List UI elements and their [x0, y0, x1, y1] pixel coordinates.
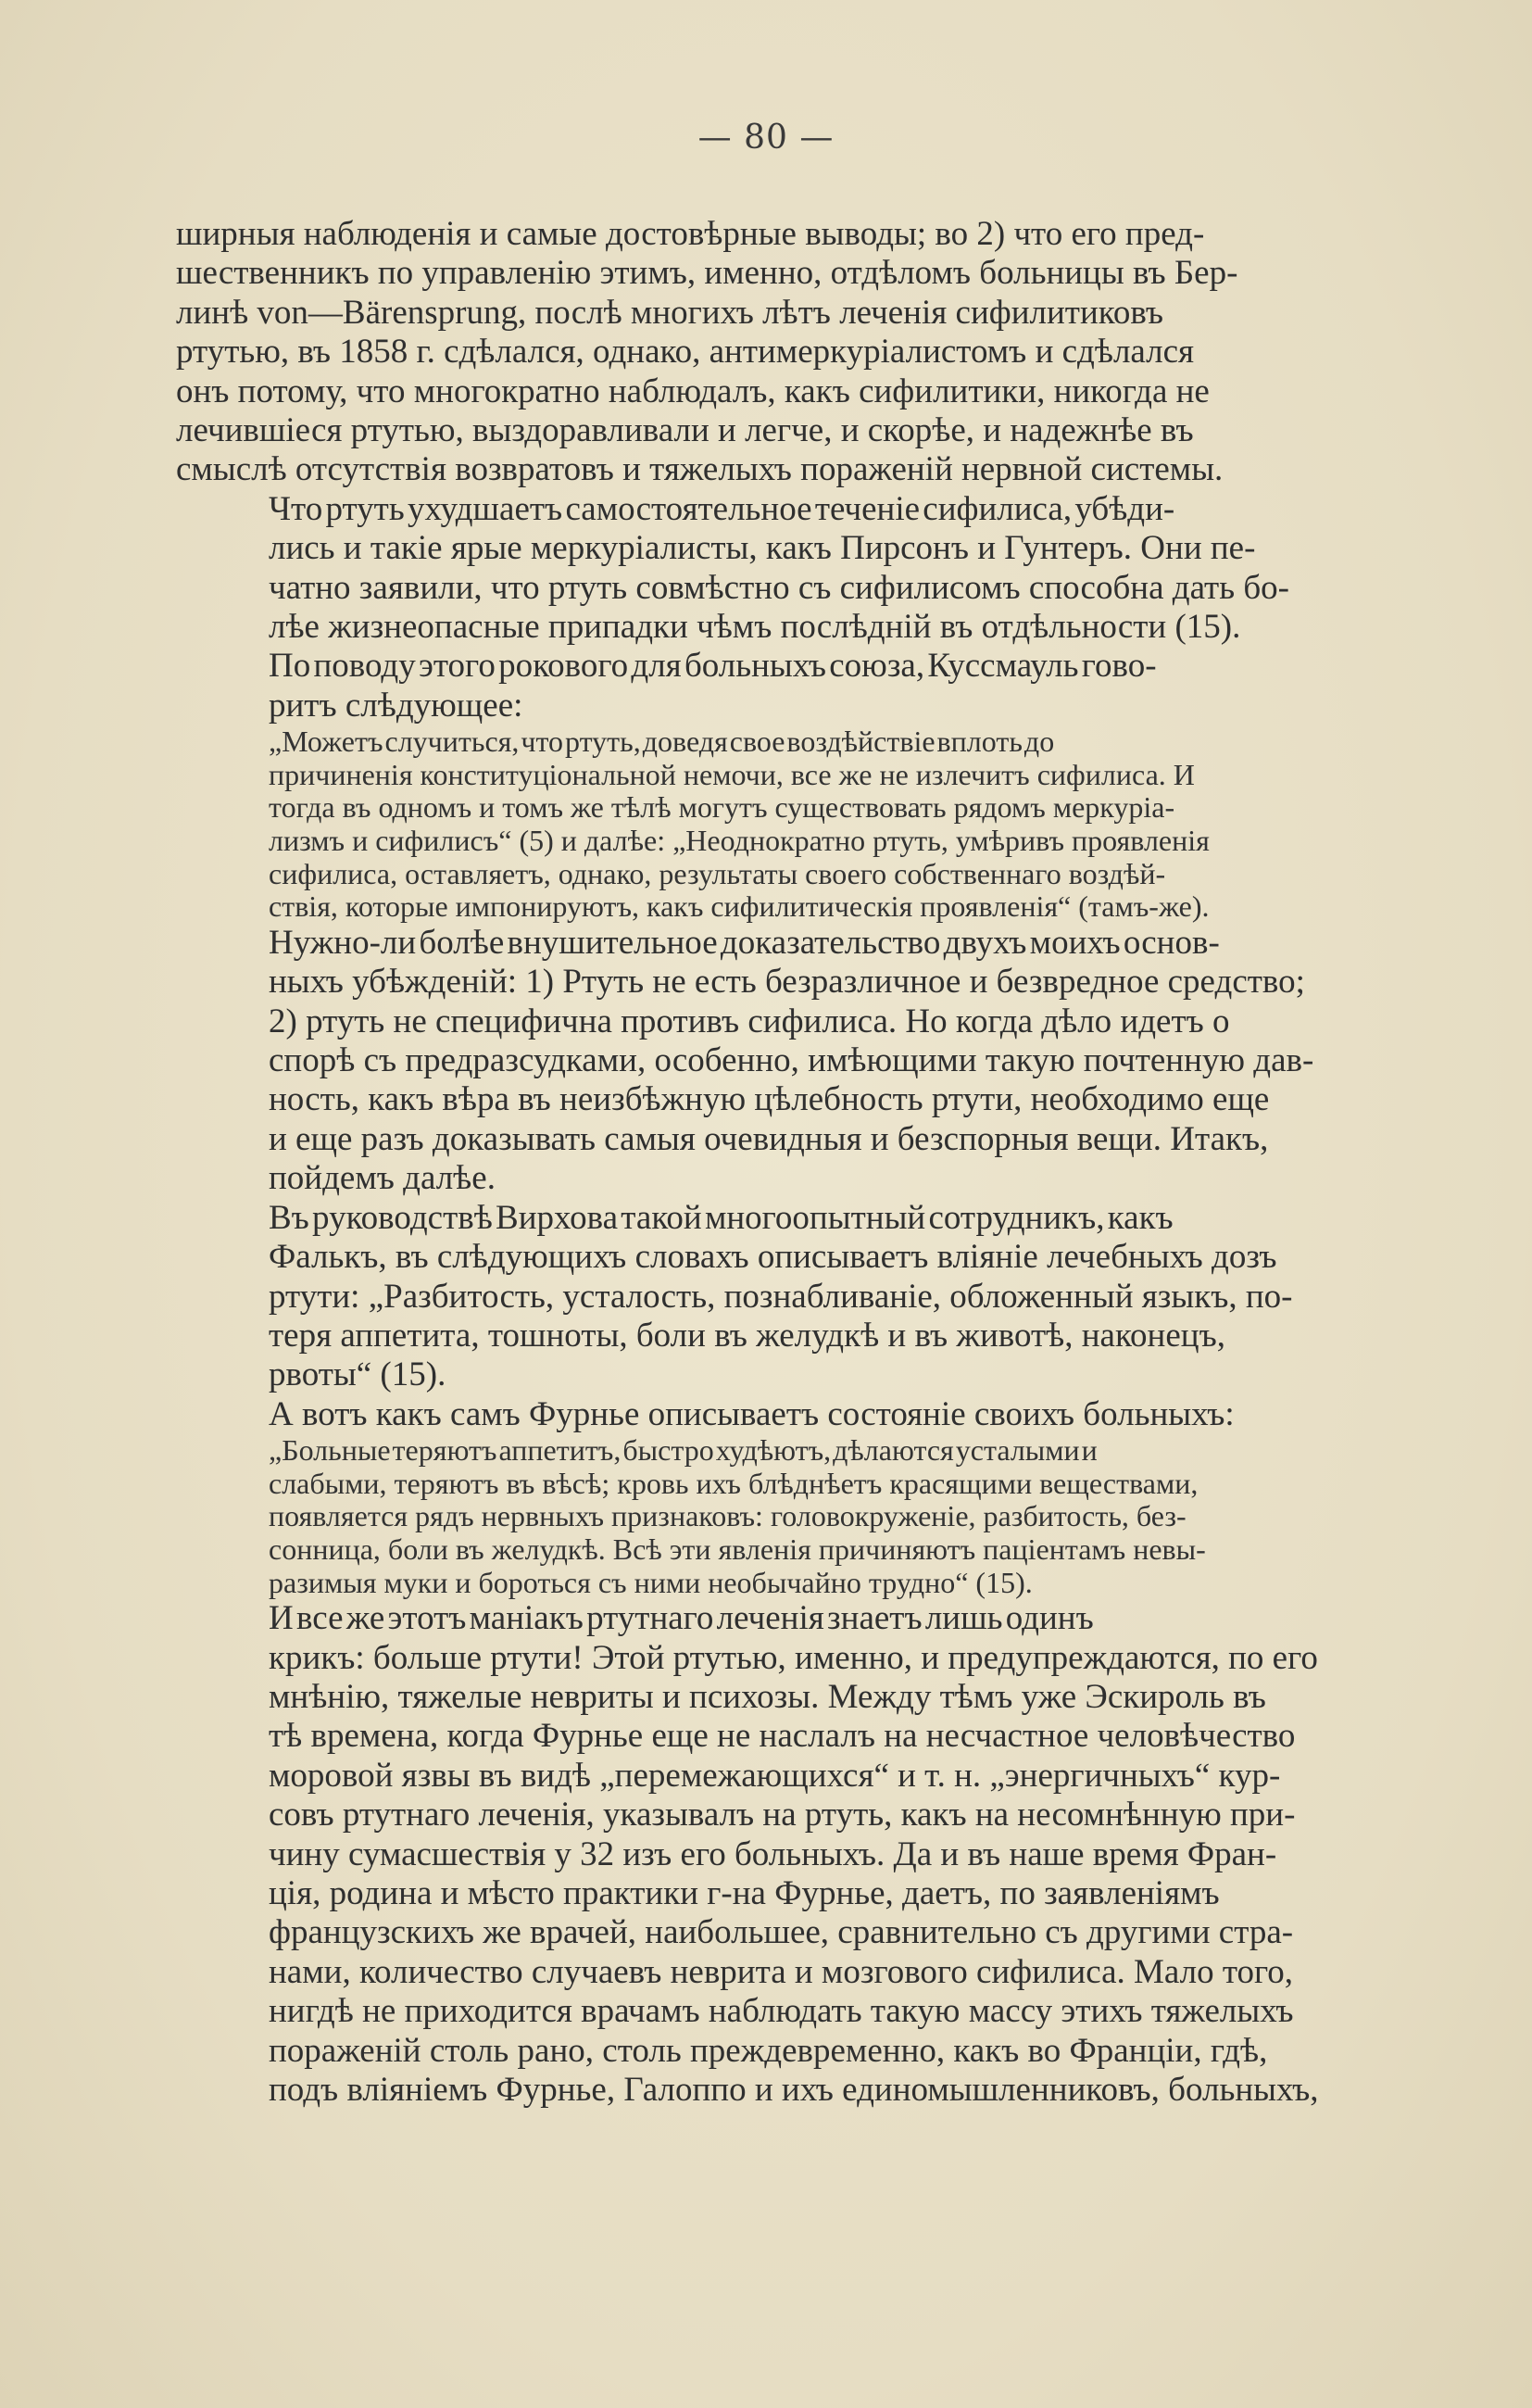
text-line: теря аппетита, тошноты, боли въ желудкѣ и въ животѣ, наконецъ, — [269, 1316, 1225, 1355]
text-line: По поводу этого рокового для больныхъ союза, Куссмауль гово- — [269, 647, 1157, 686]
text-line: ныхъ убѣжденій: 1) Ртуть не есть безразличное и безвредное средство; — [269, 963, 1305, 1002]
text-line: шественникъ по управленію этимъ, именно, отдѣломъ больницы въ Бер- — [176, 254, 1238, 293]
quote-line: тогда въ одномъ и томъ же тѣлѣ могутъ существовать рядомъ меркуріа- — [269, 790, 1175, 825]
text-line: лечившіеся ртутью, выздоравливали и легче, и скорѣе, и надежнѣе въ — [176, 411, 1194, 450]
text-line: Въ руководствѣ Вирхова такой многоопытный сотрудникъ, какъ — [269, 1198, 1174, 1237]
text-line: и еще разъ доказывать самыя очевидныя и безспорныя вещи. Итакъ, — [269, 1119, 1269, 1158]
text-line: пораженій столь рано, столь преждевременно, какъ во Франціи, гдѣ, — [269, 2031, 1268, 2070]
text-line: ность, какъ вѣра въ неизбѣжную цѣлебность ртути, необходимо еще — [269, 1080, 1270, 1119]
quote-line: появляется рядъ нервныхъ признаковъ: головокруженіе, разбитость, без- — [269, 1499, 1187, 1533]
text-line: ртути: „Разбитость, усталость, познабливаніе, обложенный языкъ, по- — [269, 1277, 1293, 1316]
text-line: пойдемъ далѣе. — [269, 1159, 496, 1198]
page-text — [176, 215, 1460, 2110]
block-quote — [176, 1434, 1460, 1599]
text-line: ширныя наблюденія и самые достовѣрные выводы; во 2) что его пред- — [176, 215, 1205, 253]
paragraph — [176, 1199, 1460, 1395]
text-line: моровой язвы въ видѣ „перемежающихся“ и т. н. „энергичныхъ“ кур- — [269, 1756, 1281, 1795]
paragraph — [176, 215, 1460, 490]
quote-line: „Можетъ случиться, что ртуть, доведя свое воздѣйствіе вплоть до — [269, 725, 1055, 759]
text-line: французскихъ же врачей, наибольшее, сравнительно съ другими стра- — [269, 1913, 1294, 1952]
text-line: И все же этотъ маніакъ ртутнаго леченія знаетъ лишь одинъ — [269, 1599, 1094, 1638]
text-line: лѣе жизнеопасные припадки чѣмъ послѣдній въ отдѣльности (15). — [269, 608, 1241, 647]
text-line: подъ вліяніемъ Фурнье, Галоппо и ихъ единомышленниковъ, больныхъ, — [269, 2070, 1319, 2109]
quote-line: причиненія конституціональной немочи, все же не излечитъ сифилиса. И — [269, 757, 1195, 791]
text-line: рвоты“ (15). — [269, 1355, 446, 1394]
text-line: чину сумасшествія у 32 изъ его больныхъ. Да и въ наше время Фран- — [269, 1834, 1277, 1873]
text-line: Нужно-ли болѣе внушительное доказательство двухъ моихъ основ- — [269, 923, 1220, 962]
text-line: смыслѣ отсутствія возвратовъ и тяжелыхъ пораженій нервной системы. — [176, 450, 1224, 489]
text-line: спорѣ съ предразсудками, особенно, имѣющими такую почтенную дав- — [269, 1041, 1314, 1080]
quote-line: слабыми, теряютъ въ вѣсѣ; кровь ихъ блѣднѣетъ красящими веществами, — [269, 1466, 1199, 1500]
quote-line: сонница, боли въ желудкѣ. Всѣ эти явленія причиняютъ паціентамъ невы- — [269, 1532, 1206, 1566]
quote-line: лизмъ и сифилисъ“ (5) и далѣе: „Неоднократно ртуть, умѣривъ проявленія — [269, 824, 1210, 858]
text-line: крикъ: больше ртути! Этой ртутью, именно, и предупреждаются, по его — [269, 1638, 1318, 1677]
text-line: Фалькъ, въ слѣдующихъ словахъ описываетъ вліяніе лечебныхъ дозъ — [269, 1238, 1277, 1277]
paragraph — [176, 647, 1460, 725]
paragraph — [176, 1599, 1460, 2110]
text-line: лись и такіе ярые меркуріалисты, какъ Пирсонъ и Гунтеръ. Они пе- — [269, 529, 1256, 568]
text-line: 2) ртуть не специфична противъ сифилиса. Но когда дѣло идетъ о — [269, 1002, 1230, 1040]
text-line: нами, количество случаевъ неврита и мозгового сифилиса. Мало того, — [269, 1952, 1294, 1991]
text-line: нигдѣ не приходится врачамъ наблюдать такую массу этихъ тяжелыхъ — [269, 1992, 1294, 2031]
text-line: чатно заявили, что ртуть совмѣстно съ сифилисомъ способна дать бо- — [269, 568, 1289, 607]
paragraph — [176, 490, 1460, 648]
quote-line: разимыя муки и бороться съ ними необычайно трудно“ (15). — [269, 1565, 1033, 1599]
quote-line: сифилиса, оставляетъ, однако, результаты своего собственнаго воздѣй- — [269, 856, 1166, 890]
quote-line: „Больные теряютъ аппетитъ, быстро худѣютъ, дѣлаются усталыми и — [269, 1433, 1098, 1468]
text-line: онъ потому, что многократно наблюдалъ, какъ сифилитики, никогда не — [176, 372, 1210, 410]
block-quote — [176, 725, 1460, 924]
text-line: тѣ времена, когда Фурнье еще не наслалъ на несчастное человѣчество — [269, 1717, 1296, 1756]
paragraph — [176, 1395, 1460, 1434]
paragraph — [176, 924, 1460, 1199]
text-line: совъ ртутнаго леченія, указывалъ на ртуть, какъ на несомнѣнную при- — [269, 1796, 1296, 1834]
text-line: ритъ слѣдующее: — [269, 686, 523, 725]
text-line: А вотъ какъ самъ Фурнье описываетъ состояніе своихъ больныхъ: — [269, 1394, 1235, 1433]
text-line: линѣ von—Bärensprung, послѣ многихъ лѣтъ леченія сифилитиковъ — [176, 293, 1164, 332]
text-line: ція, родина и мѣсто практики г-на Фурнье, даетъ, по заявленіямъ — [269, 1873, 1220, 1912]
text-line: Что ртуть ухудшаетъ самостоятельное теченіе сифилиса, убѣди- — [269, 489, 1175, 528]
text-line: мнѣнію, тяжелые невриты и психозы. Между тѣмъ уже Эскироль въ — [269, 1677, 1266, 1716]
page-number: — 80 — — [697, 119, 835, 157]
text-line: ртутью, въ 1858 г. сдѣлался, однако, антимеркуріалистомъ и сдѣлался — [176, 333, 1195, 372]
quote-line: ствія, которые импонируютъ, какъ сифилитическія проявленія“ (тамъ-же). — [269, 889, 1210, 924]
